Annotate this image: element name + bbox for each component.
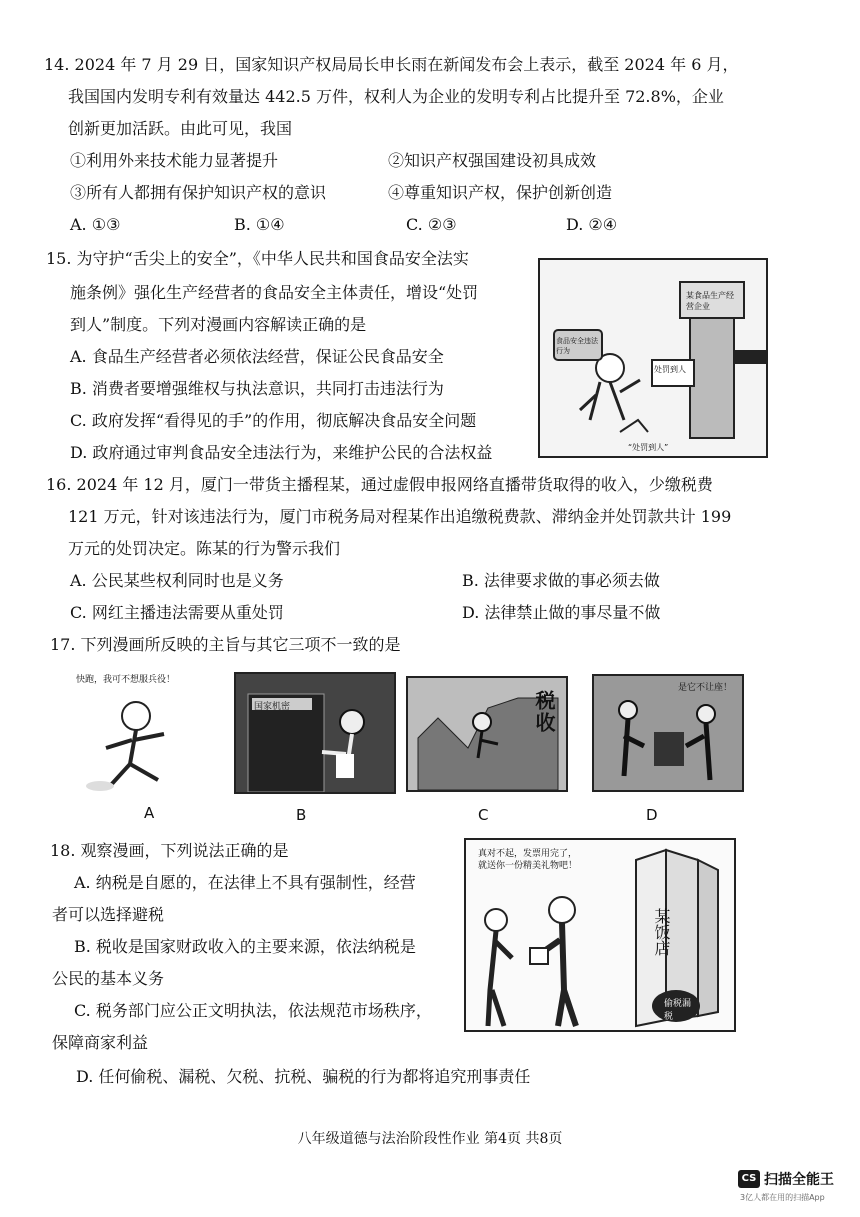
q18-line-5: C. 税务部门应公正文明执法，依法规范市场秩序，: [74, 1001, 432, 1020]
q18-line-6: 保障商家利益: [52, 1033, 149, 1052]
q15-comic: [538, 258, 768, 458]
q15-line-2: 施条例》强化生产经营者的食品安全主体责任，增设“处罚: [70, 283, 479, 302]
q18-line-2: 者可以选择避税: [52, 905, 165, 924]
q18-stem: 18. 观察漫画，下列说法正确的是: [50, 841, 289, 860]
q15-option-d: D. 政府通过审判食品安全违法行为，来维护公民的合法权益: [70, 443, 493, 462]
q14-line-3: 创新更加活跃。由此可见，我国: [68, 119, 293, 138]
q17-stem: 17. 下列漫画所反映的主旨与其它三项不一致的是: [50, 635, 401, 654]
q15-punch-label: 处罚到人: [654, 365, 686, 374]
scanner-watermark: [738, 1168, 834, 1189]
q17-label-d: D: [646, 806, 658, 824]
q16-option-b: B. 法律要求做的事必须去做: [462, 571, 660, 590]
scanner-app-name: 扫描全能王: [764, 1171, 834, 1188]
q14-option-a: A. ①③: [70, 215, 121, 234]
q17-comic-d: [592, 674, 744, 792]
scanner-tagline: 3亿人都在用的扫描App: [740, 1193, 825, 1202]
q15-option-a: A. 食品生产经营者必须依法经营，保证公民食品安全: [70, 347, 444, 366]
q16-line-3: 万元的处罚决定。陈某的行为警示我们: [68, 539, 341, 558]
q15-comic-caption: “处罚到人”: [628, 443, 669, 452]
q16-option-a: A. 公民某些权利同时也是义务: [70, 571, 284, 590]
q17-label-a: A: [144, 804, 155, 822]
q18-speech-1: 真对不起，发票用完了，: [478, 849, 578, 859]
q17-comic-b-text: 国家机密: [254, 702, 291, 712]
q15-line-3: 到人”制度。下列对漫画内容解读正确的是: [70, 315, 367, 334]
q14-statement-1: ①利用外来技术能力显著提升: [70, 151, 279, 170]
q14-option-d: D. ②④: [566, 215, 618, 234]
q14-option-c: C. ②③: [406, 215, 457, 234]
q17-comic-c: [406, 676, 568, 792]
q16-option-c: C. 网红主播违法需要从重处罚: [70, 603, 284, 622]
q18-line-4: 公民的基本义务: [52, 969, 165, 988]
q15-option-c: C. 政府发挥“看得见的手”的作用，彻底解决食品安全问题: [70, 411, 477, 430]
q16-line-1: 16. 2024 年 12 月，厦门一带货主播程某，通过虚假申报网络直播带货取得的收入，少缴税费: [46, 475, 713, 494]
q14-statement-4: ④尊重知识产权，保护创新创造: [388, 183, 613, 202]
q14-statement-3: ③所有人都拥有保护知识产权的意识: [70, 183, 327, 202]
q15-option-b: B. 消费者要增强维权与执法意识，共同打击违法行为: [70, 379, 444, 398]
q18-line-7: D. 任何偷税、漏税、欠税、抗税、骗税的行为都将追究刑事责任: [76, 1067, 531, 1086]
q17-comic-c-text: 税收: [532, 690, 556, 734]
q17-comic-d-text: 是它不让座！: [678, 683, 733, 693]
q14-option-b: B. ①④: [234, 215, 285, 234]
q18-line-3: B. 税收是国家财政收入的主要来源，依法纳税是: [74, 937, 416, 956]
cs-logo-icon: CS: [738, 1170, 760, 1188]
q14-statement-2: ②知识产权强国建设初具成效: [388, 151, 597, 170]
q18-comic: [464, 838, 736, 1032]
q18-line-1: A. 纳税是自愿的，在法律上不具有强制性，经营: [74, 873, 416, 892]
q17-label-c: C: [478, 806, 489, 824]
q18-speech-2: 就送你一份精美礼物吧！: [478, 861, 578, 871]
q14-line-1: 14. 2024 年 7 月 29 日，国家知识产权局局长申长雨在新闻发布会上表示，截至 2024 年 6 月，: [44, 55, 739, 74]
q16-option-d: D. 法律禁止做的事尽量不做: [462, 603, 661, 622]
q18-shop-sign: 某饭店: [652, 908, 671, 956]
q16-line-2: 121 万元，针对该违法行为，厦门市税务局对程某作出追缴税费款、滞纳金并处罚款共计 199: [68, 507, 732, 526]
q18-bag-label: 偷税漏税: [664, 999, 692, 1022]
q15-door-sign: 某食品生产经营企业: [686, 291, 734, 311]
q17-comic-a-text: 快跑，我可不想服兵役！: [76, 675, 176, 685]
q15-basket-label: 食品安全违法行为: [556, 337, 598, 355]
q15-line-1: 15. 为守护“舌尖上的安全”，《中华人民共和国食品安全法实: [46, 249, 469, 268]
page-footer: 八年级道德与法治阶段性作业 第4页 共8页: [297, 1131, 563, 1147]
q17-comic-b: [234, 672, 396, 794]
q14-line-2: 我国国内发明专利有效量达 442.5 万件，权利人为企业的发明专利占比提升至 72.8%，企业: [68, 87, 724, 106]
q17-comic-a: [70, 668, 230, 796]
q17-label-b: B: [296, 806, 307, 824]
